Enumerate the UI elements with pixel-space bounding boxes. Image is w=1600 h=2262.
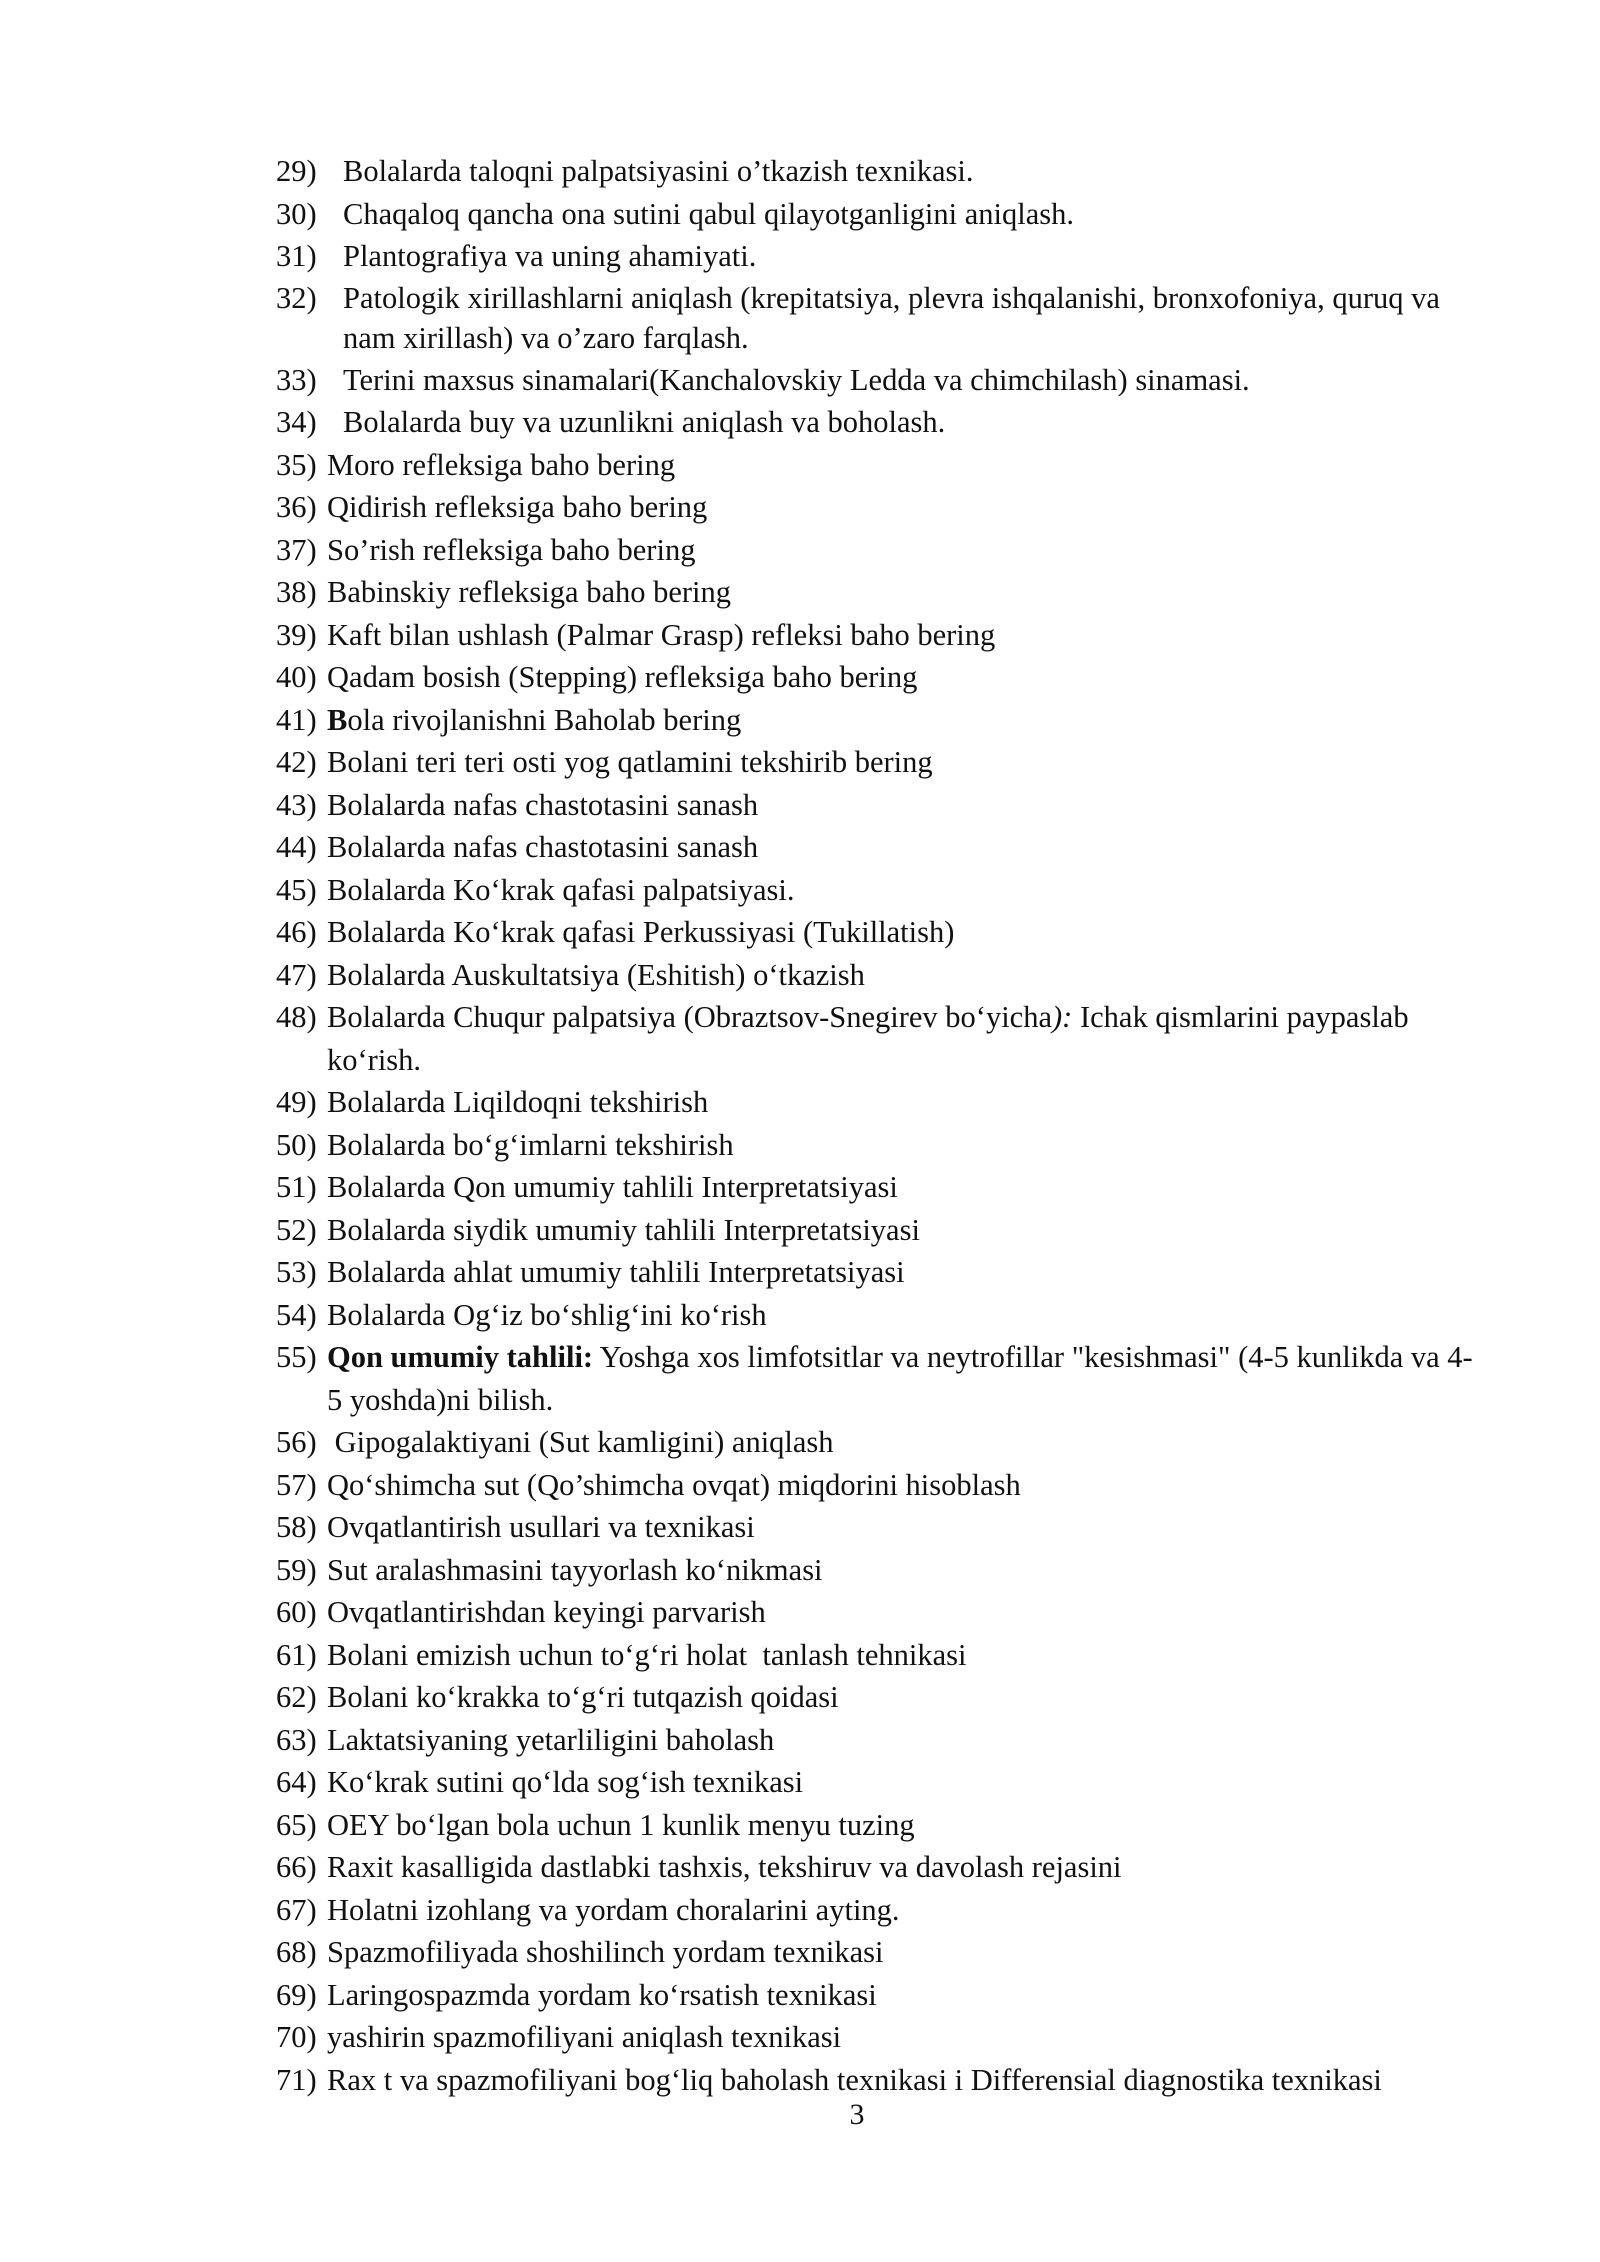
list-item-52 [276, 1209, 1476, 1252]
list-item-63 [276, 1719, 1476, 1762]
item-text: Laktatsiyaning yetarliligini baholash [327, 1722, 775, 1757]
item-number: 42) [276, 745, 317, 779]
list-item-56 [276, 1421, 1476, 1464]
item-rest-text: ola rivojlanishni Baholab bering [347, 702, 742, 737]
item-number: 46) [276, 915, 317, 949]
item-text-start: Bolalarda Chuqur palpatsiya (Obraztsov-Snegirev bo‘yicha [327, 1000, 1053, 1034]
item-text [327, 699, 1476, 742]
list-item-31 [276, 235, 1476, 278]
item-number: 64) [276, 1765, 317, 1799]
list-item-60 [276, 1591, 1476, 1634]
list-item-38 [276, 571, 1476, 614]
item-text: Bolalarda taloqni palpatsiyasini o’tkazish texnikasi. [343, 154, 974, 188]
item-number: 41) [276, 702, 317, 737]
list-item-29 [276, 150, 1476, 193]
list-item-53 [276, 1251, 1476, 1294]
item-number: 65) [276, 1807, 317, 1842]
item-text: Bolalarda Og‘iz bo‘shlig‘ini ko‘rish [327, 1297, 767, 1332]
item-text: Spazmofiliyada shoshilinch yordam texnikasi [327, 1935, 884, 1969]
item-text: Plantografiya va uning ahamiyati. [343, 239, 757, 273]
item-number: 35) [276, 447, 317, 482]
item-number: 48) [276, 1000, 317, 1034]
list-item-55 [276, 1336, 1476, 1421]
item-number: 61) [276, 1637, 317, 1672]
item-text: Ko‘krak sutini qo‘lda sog‘ish texnikasi [327, 1765, 804, 1799]
item-text: Bolani teri teri osti yog qatlamini tekshirib bering [327, 745, 933, 779]
list-item-45 [276, 869, 1476, 912]
item-text: Bolalarda Ko‘krak qafasi palpatsiyasi. [327, 872, 795, 907]
item-number: 59) [276, 1552, 317, 1587]
item-text [327, 996, 1476, 1081]
item-text: Bolalarda Auskultatsiya (Eshitish) o‘tkazish [327, 957, 865, 992]
item-text: Terini maxsus sinamalari(Kanchalovskiy Ledda va chimchilash) sinamasi. [343, 362, 1250, 397]
item-text: Ovqatlantirish usullari va texnikasi [327, 1510, 755, 1544]
item-number: 71) [276, 2062, 317, 2097]
item-number: 39) [276, 617, 317, 652]
item-text [327, 1336, 1476, 1421]
list-item-39 [276, 614, 1476, 657]
item-number: 29) [276, 154, 317, 188]
item-bold-text: B [327, 702, 348, 737]
item-text: Holatni izohlang va yordam choralarini ayting. [327, 1892, 900, 1927]
item-text: Bolalarda Liqildoqni tekshirish [327, 1085, 709, 1119]
page-number: 3 [849, 2098, 865, 2131]
list-item-62 [276, 1676, 1476, 1719]
item-text: Rax t va spazmofiliyani bog‘liq baholash texnikasi i Differensial diagnostika texnikasi [327, 2062, 1382, 2097]
item-text: Bolalarda bo‘g‘imlarni tekshirish [327, 1127, 734, 1162]
item-number: 37) [276, 532, 317, 567]
item-text: Babinskiy refleksiga baho bering [327, 575, 732, 609]
list-item-67 [276, 1889, 1476, 1932]
item-number: 32) [276, 280, 317, 315]
list-item-46 [276, 911, 1476, 954]
item-number: 43) [276, 787, 317, 822]
list-item-40 [276, 656, 1476, 699]
list-item-30 [276, 193, 1476, 236]
list-item-54 [276, 1294, 1476, 1337]
item-text: Ovqatlantirishdan keyingi parvarish [327, 1595, 766, 1629]
item-number: 63) [276, 1722, 317, 1757]
item-text: yashirin spazmofiliyani aniqlash texnikasi [327, 2020, 842, 2054]
item-number: 66) [276, 1850, 317, 1884]
list-item-65 [276, 1804, 1476, 1847]
item-text: Sut aralashmasini tayyorlash ko‘nikmasi [327, 1552, 823, 1587]
item-text: So’rish refleksiga baho bering [327, 532, 696, 567]
item-text: Qo‘shimcha sut (Qo’shimcha ovqat) miqdorini hisoblash [327, 1467, 1021, 1502]
item-text: Moro refleksiga baho bering [327, 447, 676, 482]
item-number: 30) [276, 196, 317, 231]
item-number: 54) [276, 1297, 317, 1332]
item-number: 47) [276, 957, 317, 992]
item-number: 62) [276, 1680, 317, 1714]
item-text: Qidirish refleksiga baho bering [327, 490, 708, 524]
item-text: OEY bo‘lgan bola uchun 1 kunlik menyu tuzing [327, 1807, 915, 1842]
item-text: Qadam bosish (Stepping) refleksiga baho bering [327, 660, 918, 694]
item-number: 58) [276, 1510, 317, 1544]
item-number: 40) [276, 660, 317, 694]
item-text: Kaft bilan ushlash (Palmar Grasp) refleksi baho bering [327, 617, 996, 652]
list-item-47 [276, 954, 1476, 997]
item-italic-text: ): [1052, 1000, 1073, 1034]
item-text: Raxit kasalligida dastlabki tashxis, tekshiruv va davolash rejasini [327, 1850, 1122, 1884]
list-item-42 [276, 741, 1476, 784]
item-text: Patologik xirillashlarni aniqlash (krepitatsiya, plevra ishqalanishi, bronxofoniya, quruq va nam xirillash) va o’zaro farqlash. [343, 280, 1440, 355]
item-number: 68) [276, 1935, 317, 1969]
item-text: Gipogalaktiyani (Sut kamligini) aniqlash [327, 1425, 834, 1459]
list-item-58 [276, 1506, 1476, 1549]
item-number: 49) [276, 1085, 317, 1119]
item-number: 53) [276, 1255, 317, 1289]
list-item-49 [276, 1081, 1476, 1124]
item-number: 34) [276, 405, 317, 439]
item-text: Bolalarda nafas chastotasini sanash [327, 787, 759, 822]
item-text-end: Ichak qismlarini paypaslab ko‘rish. [327, 1000, 1409, 1077]
list-item-37 [276, 529, 1476, 572]
item-number: 57) [276, 1467, 317, 1502]
list-item-57 [276, 1464, 1476, 1507]
item-number: 70) [276, 2020, 317, 2054]
list-item-41 [276, 699, 1476, 742]
item-number: 33) [276, 362, 317, 397]
list-item-43 [276, 784, 1476, 827]
list-item-64 [276, 1761, 1476, 1804]
item-text: Bolalarda Ko‘krak qafasi Perkussiyasi (Tukillatish) [327, 915, 955, 949]
numbered-list [276, 150, 1476, 2101]
item-rest-text: Yoshga xos limfotsitlar va neytrofillar "kesishmasi" (4-5 kunlikda va 4-5 yoshda)ni bilish. [327, 1340, 1473, 1417]
item-number: 44) [276, 830, 317, 864]
item-text: Chaqaloq qancha ona sutini qabul qilayotganligini aniqlash. [343, 196, 1075, 231]
list-item-61 [276, 1634, 1476, 1677]
list-item-66 [276, 1846, 1476, 1889]
item-text: Bolalarda Qon umumiy tahlili Interpretatsiyasi [327, 1170, 898, 1204]
item-text: Bolani emizish uchun to‘g‘ri holat tanlash tehnikasi [327, 1637, 967, 1672]
list-item-51 [276, 1166, 1476, 1209]
item-number: 50) [276, 1127, 317, 1162]
item-number: 45) [276, 872, 317, 907]
list-item-44 [276, 826, 1476, 869]
item-number: 31) [276, 239, 317, 273]
list-item-70 [276, 2016, 1476, 2059]
item-text: Bolalarda ahlat umumiy tahlili Interpretatsiyasi [327, 1255, 905, 1289]
item-number: 69) [276, 1977, 317, 2012]
item-number: 36) [276, 490, 317, 524]
list-item-36 [276, 486, 1476, 529]
item-number: 60) [276, 1595, 317, 1629]
item-text: Bolalarda nafas chastotasini sanash [327, 830, 759, 864]
item-number: 38) [276, 575, 317, 609]
list-item-68 [276, 1931, 1476, 1974]
list-item-50 [276, 1124, 1476, 1167]
list-item-34 [276, 401, 1476, 444]
item-text: Bolalarda siydik umumiy tahlili Interpretatsiyasi [327, 1212, 920, 1247]
list-item-69 [276, 1974, 1476, 2017]
item-number: 51) [276, 1170, 317, 1204]
list-item-48 [276, 996, 1476, 1081]
item-text: Bolalarda buy va uzunlikni aniqlash va boholash. [343, 405, 946, 439]
list-item-33 [276, 359, 1476, 402]
list-item-32 [276, 278, 1476, 358]
list-item-35 [276, 444, 1476, 487]
item-text: Laringospazmda yordam ko‘rsatish texnikasi [327, 1977, 877, 2012]
item-number: 67) [276, 1892, 317, 1927]
list-item-59 [276, 1549, 1476, 1592]
item-number: 52) [276, 1212, 317, 1247]
item-bold-text: Qon umumiy tahlili: [327, 1340, 594, 1374]
item-number: 55) [276, 1340, 317, 1374]
item-number: 56) [276, 1425, 317, 1459]
item-text: Bolani ko‘krakka to‘g‘ri tutqazish qoidasi [327, 1680, 839, 1714]
